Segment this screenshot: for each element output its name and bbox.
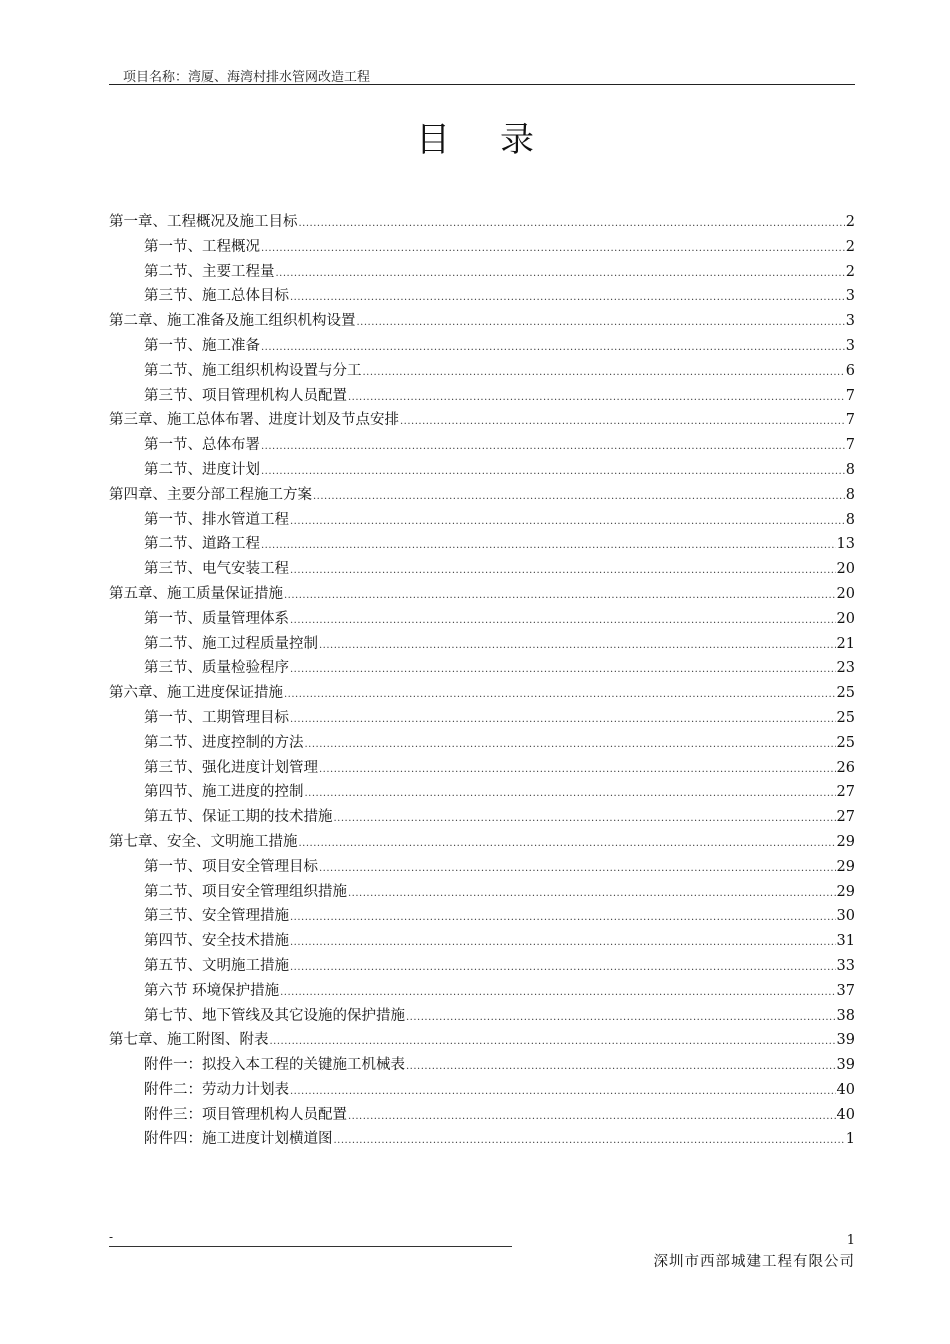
toc-dot-leader [284,590,836,601]
toc-entry-label: 第二节、施工过程质量控制 [144,635,318,652]
toc-chapter-entry[interactable] [109,309,855,334]
toc-section-entry[interactable] [109,756,855,781]
toc-entry-page: 7 [845,387,855,404]
toc-entry-label: 附件四：施工进度计划横道图 [144,1131,333,1148]
toc-chapter-entry[interactable] [109,1028,855,1053]
toc-dot-leader [400,416,845,427]
toc-section-entry[interactable] [109,334,855,359]
toc-dot-leader [290,962,836,973]
toc-entry-page: 30 [836,908,855,925]
toc-section-entry[interactable] [109,260,855,285]
toc-entry-page: 2 [845,263,855,280]
toc-dot-leader [357,317,845,328]
toc-entry-label: 第三节、质量检验程序 [144,660,289,677]
toc-dot-leader [261,540,836,551]
footer-dash: - [109,1230,114,1244]
toc-dot-leader [334,813,836,824]
toc-section-entry[interactable] [109,532,855,557]
toc-section-entry[interactable] [109,458,855,483]
toc-entry-label: 第五章、施工质量保证措施 [109,585,283,602]
toc-entry-page: 27 [836,809,855,826]
toc-section-entry[interactable] [109,508,855,533]
toc-entry-page: 2 [845,238,855,255]
toc-section-entry[interactable] [109,284,855,309]
toc-dot-leader [299,218,845,229]
toc-entry-page: 3 [845,337,855,354]
toc-entry-label: 第一章、工程概况及施工目标 [109,214,298,230]
toc-dot-leader [348,392,845,403]
toc-entry-page: 20 [836,585,855,602]
toc-entry-page: 25 [836,709,855,726]
toc-entry-label: 附件三：项目管理机构人员配置 [144,1106,347,1123]
toc-section-entry[interactable] [109,805,855,830]
toc-entry-page: 37 [836,982,855,999]
toc-dot-leader [280,987,835,998]
toc-entry-page: 29 [836,833,855,850]
toc-dot-leader [284,689,836,700]
table-of-contents [109,210,855,1152]
toc-section-entry[interactable] [109,979,855,1004]
page-number: 1 [846,1233,855,1248]
toc-dot-leader [334,1135,845,1146]
toc-entry-page: 13 [836,536,855,553]
toc-chapter-entry[interactable] [109,681,855,706]
toc-entry-label: 第三节、安全管理措施 [144,908,289,925]
toc-entry-label: 第二节、项目安全管理组织措施 [144,883,347,900]
toc-entry-label: 第七节、地下管线及其它设施的保护措施 [144,1007,405,1024]
toc-entry-label: 第三节、强化进度计划管理 [144,759,318,776]
toc-chapter-entry[interactable] [109,408,855,433]
toc-section-entry[interactable] [109,731,855,756]
toc-entry-page: 29 [836,883,855,900]
toc-dot-leader [261,441,845,452]
toc-section-entry[interactable] [109,929,855,954]
toc-dot-leader [348,1111,836,1122]
toc-section-entry[interactable] [109,607,855,632]
toc-entry-page: 20 [836,610,855,627]
toc-entry-label: 第二章、施工准备及施工组织机构设置 [109,313,356,330]
toc-section-entry[interactable] [109,1053,855,1078]
footer-rule [109,1230,512,1247]
toc-entry-label: 第三节、电气安装工程 [144,561,289,578]
toc-entry-label: 第四章、主要分部工程施工方案 [109,486,312,503]
toc-entry-page: 8 [845,511,855,528]
toc-entry-label: 附件一：拟投入本工程的关键施工机械表 [144,1057,405,1074]
toc-entry-label: 第二节、进度控制的方法 [144,734,304,751]
toc-entry-label: 第七章、施工附图、附表 [109,1032,269,1049]
toc-section-entry[interactable] [109,954,855,979]
toc-entry-label: 第一节、工程概况 [144,238,260,255]
page-header [109,64,855,85]
toc-section-entry[interactable] [109,557,855,582]
toc-entry-label: 第四节、施工进度的控制 [144,784,304,801]
toc-entry-page: 26 [836,759,855,776]
toc-chapter-entry[interactable] [109,483,855,508]
toc-section-entry[interactable] [109,1078,855,1103]
toc-entry-page: 31 [836,933,855,950]
toc-dot-leader [290,912,836,923]
toc-entry-label: 附件二：劳动力计划表 [144,1081,289,1098]
page-title: 目录 [416,120,584,160]
toc-entry-label: 第二节、进度计划 [144,461,260,478]
toc-dot-leader [406,1061,836,1072]
toc-section-entry[interactable] [109,235,855,260]
toc-entry-page: 29 [836,858,855,875]
toc-dot-leader [261,243,845,254]
toc-section-entry[interactable] [109,855,855,880]
toc-section-entry[interactable] [109,880,855,905]
toc-entry-label: 第一节、总体布署 [144,437,260,454]
toc-entry-page: 6 [845,362,855,379]
toc-entry-page: 39 [836,1032,855,1049]
toc-section-entry[interactable] [109,359,855,384]
toc-entry-label: 第一节、排水管道工程 [144,511,289,528]
toc-entry-label: 第五节、文明施工措施 [144,957,289,974]
toc-section-entry[interactable] [109,706,855,731]
toc-entry-label: 第四节、安全技术措施 [144,933,289,950]
toc-dot-leader [261,466,845,477]
toc-dot-leader [363,367,845,378]
toc-dot-leader [305,739,836,750]
toc-entry-label: 第二节、主要工程量 [144,263,275,280]
toc-dot-leader [305,788,836,799]
toc-chapter-entry[interactable] [109,830,855,855]
toc-section-entry[interactable] [109,384,855,409]
toc-dot-leader [313,491,845,502]
toc-dot-leader [290,516,845,527]
toc-entry-label: 第三节、项目管理机构人员配置 [144,387,347,404]
toc-entry-label: 第二节、施工组织机构设置与分工 [144,362,362,379]
toc-entry-label: 第六节 环境保护措施 [144,982,280,999]
toc-entry-page: 33 [836,957,855,974]
toc-entry-label: 第一节、质量管理体系 [144,610,289,627]
toc-entry-page: 21 [836,635,855,652]
toc-entry-page: 39 [836,1057,855,1074]
toc-entry-page: 40 [836,1081,855,1098]
toc-section-entry[interactable] [109,632,855,657]
toc-entry-page: 1 [845,1131,855,1148]
toc-section-entry[interactable] [109,433,855,458]
toc-dot-leader [290,714,836,725]
toc-dot-leader [406,1012,836,1023]
toc-dot-leader [290,565,836,576]
toc-dot-leader [270,1036,836,1047]
toc-dot-leader [299,838,836,849]
toc-dot-leader [319,640,836,651]
toc-entry-page: 40 [836,1106,855,1123]
toc-entry-page: 25 [836,734,855,751]
toc-entry-label: 第一节、施工准备 [144,337,260,354]
toc-entry-page: 8 [845,461,855,478]
toc-entry-page: 3 [845,288,855,305]
toc-dot-leader [261,342,845,353]
toc-entry-page: 25 [836,685,855,702]
toc-entry-page: 7 [845,412,855,429]
toc-entry-label: 第一节、项目安全管理目标 [144,858,318,875]
toc-entry-page: 23 [836,660,855,677]
toc-dot-leader [319,863,836,874]
toc-section-entry[interactable] [109,656,855,681]
toc-entry-label: 第六章、施工进度保证措施 [109,685,283,702]
company-name: 深圳市西部城建工程有限公司 [653,1254,855,1270]
toc-entry-page: 27 [836,784,855,801]
toc-dot-leader [290,292,845,303]
toc-chapter-entry[interactable] [109,582,855,607]
toc-dot-leader [276,268,845,279]
toc-dot-leader [319,764,836,775]
toc-dot-leader [348,888,836,899]
toc-dot-leader [290,664,836,675]
toc-dot-leader [290,615,836,626]
toc-entry-label: 第一节、工期管理目标 [144,709,289,726]
toc-entry-page: 2 [845,214,855,230]
toc-chapter-entry[interactable] [109,210,855,235]
toc-entry-page: 8 [845,486,855,503]
toc-dot-leader [290,1086,836,1097]
project-name: 项目名称：湾厦、海湾村排水管网改造工程 [123,70,371,85]
toc-entry-label: 第三章、施工总体布署、进度计划及节点安排 [109,412,399,429]
toc-section-entry[interactable] [109,780,855,805]
toc-section-entry[interactable] [109,1004,855,1029]
toc-entry-label: 第二节、道路工程 [144,536,260,553]
toc-entry-label: 第七章、安全、文明施工措施 [109,833,298,850]
toc-entry-page: 3 [845,313,855,330]
toc-section-entry[interactable] [109,1127,855,1152]
toc-entry-label: 第三节、施工总体目标 [144,288,289,305]
toc-section-entry[interactable] [109,904,855,929]
toc-section-entry[interactable] [109,1103,855,1128]
toc-dot-leader [290,937,836,948]
toc-entry-label: 第五节、保证工期的技术措施 [144,809,333,826]
toc-entry-page: 20 [836,561,855,578]
toc-entry-page: 38 [836,1007,855,1024]
toc-entry-page: 7 [845,437,855,454]
